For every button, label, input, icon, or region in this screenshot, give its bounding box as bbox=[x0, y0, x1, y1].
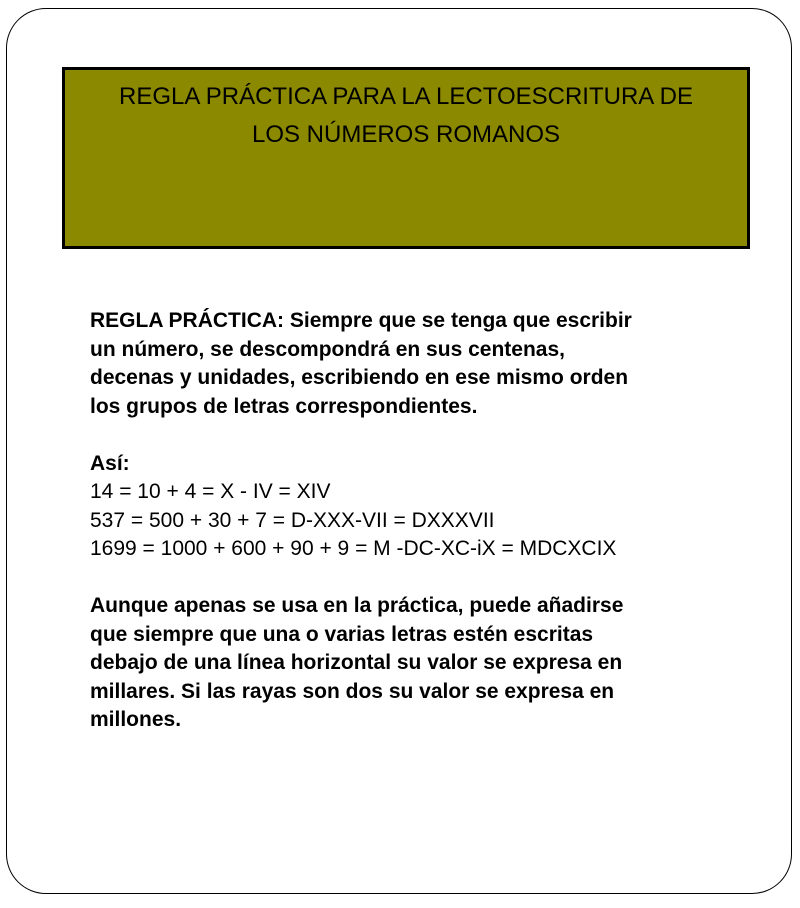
example-line-3: 1699 = 1000 + 600 + 90 + 9 = M -DC-XC-iX = MDCXCIX bbox=[90, 537, 617, 560]
example-line-1: 14 = 10 + 4 = X - IV = XIV bbox=[90, 480, 331, 503]
rule-line-2: un número, se descompondrá en sus centenas, bbox=[90, 337, 565, 361]
rule-line-4: los grupos de letras correspondientes. bbox=[90, 394, 478, 418]
note-line-5: millones. bbox=[90, 708, 182, 731]
note-line-4: millares. Si las rayas son dos su valor se expresa en bbox=[90, 679, 615, 703]
paragraph-spacer bbox=[90, 564, 750, 593]
title-line-2: LOS NÚMEROS ROMANOS bbox=[251, 121, 561, 148]
title-box bbox=[62, 67, 750, 249]
example-line-2: 537 = 500 + 30 + 7 = D-XXX-VII = DXXXVII bbox=[90, 508, 495, 532]
examples-intro: Así: bbox=[90, 451, 130, 475]
paragraph-spacer bbox=[90, 421, 750, 450]
rule-line-1: REGLA PRÁCTICA: Siempre que se tenga que escribir bbox=[90, 309, 632, 332]
note-line-3: debajo de una línea horizontal su valor se expresa en bbox=[90, 651, 623, 674]
body-text bbox=[90, 307, 750, 735]
note-line-1: Aunque apenas se usa en la práctica, puede añadirse bbox=[90, 594, 624, 617]
rule-line-3: decenas y unidades, escribiendo en ese mismo orden bbox=[90, 366, 629, 389]
note-line-2: que siempre que una o varias letras estén escritas bbox=[90, 622, 594, 646]
title-line-1: REGLA PRÁCTICA PARA LA LECTOESCRITURA DE bbox=[119, 83, 693, 110]
